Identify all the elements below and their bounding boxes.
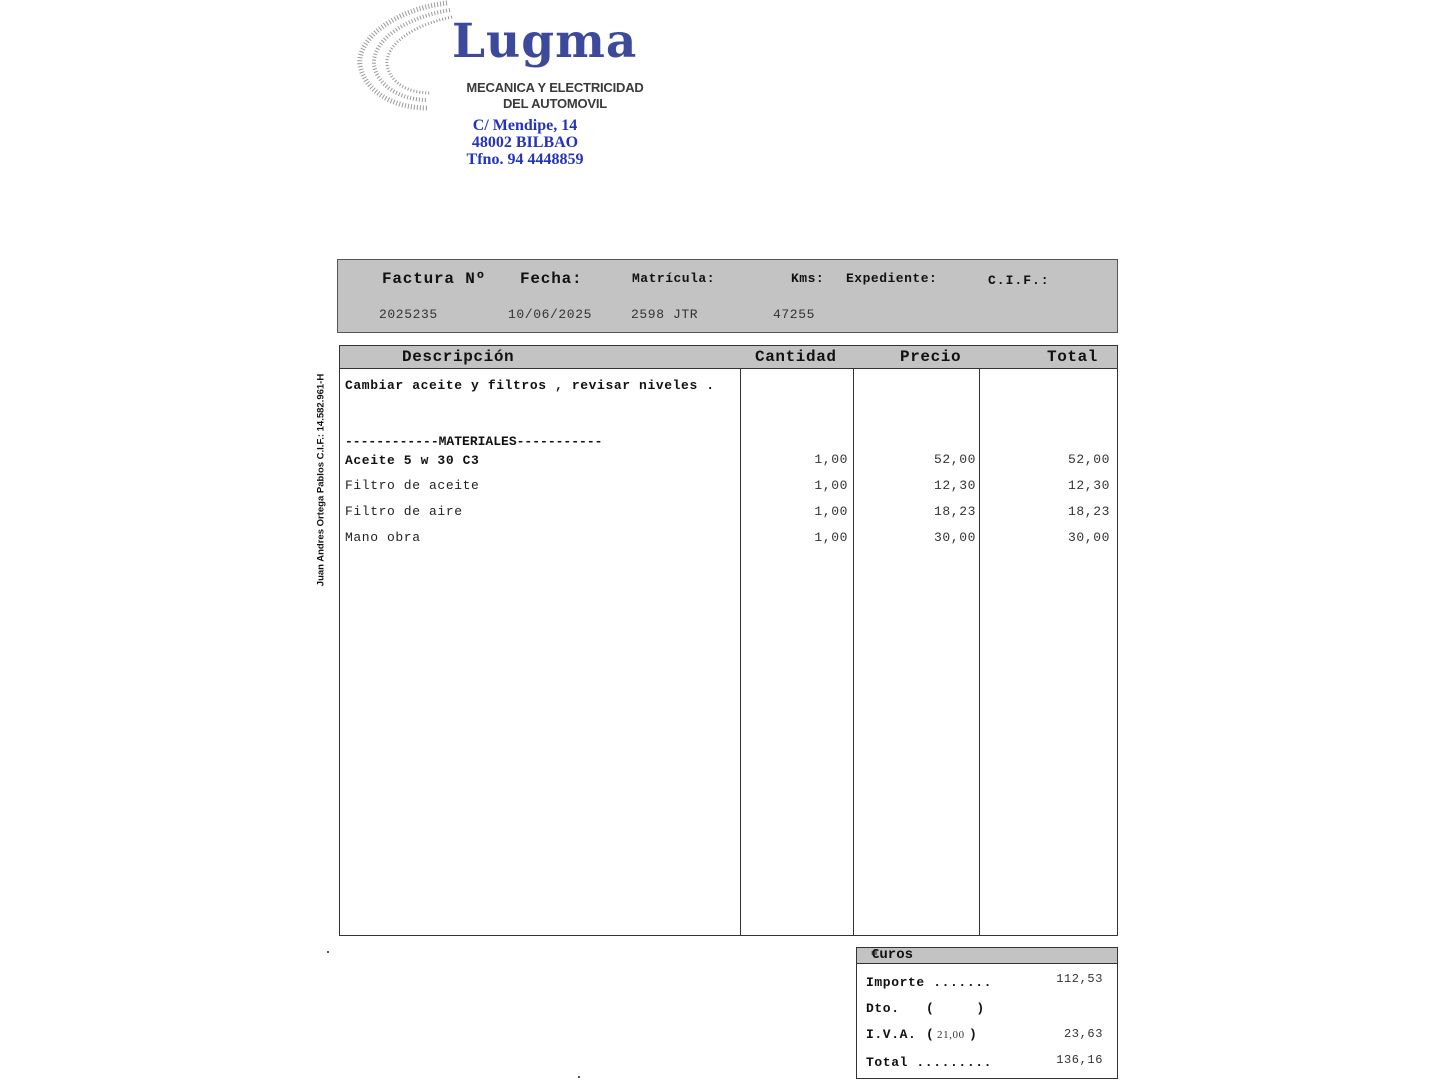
item-total: 30,00: [1067, 530, 1110, 545]
scan-dot: [327, 951, 329, 953]
vat-value: 23,63: [1063, 1027, 1103, 1041]
column-divider: [853, 369, 854, 935]
item-quantity: 1,00: [814, 478, 848, 493]
item-total: 18,23: [1067, 504, 1110, 519]
item-description: Filtro de aire: [345, 504, 463, 519]
invoice-number-value: 2025235: [379, 307, 438, 322]
logo-arc-graphic: [352, 0, 462, 115]
subtitle-line-2: DEL AUTOMOVIL: [502, 96, 608, 111]
vat-label: I.V.A.: [866, 1027, 917, 1042]
column-header-total: Total: [1047, 348, 1099, 366]
vat-open-paren: (: [926, 1027, 935, 1042]
company-subtitle: [455, 80, 655, 112]
currency-label: €uros: [871, 947, 914, 963]
total-value: 136,16: [1056, 1053, 1103, 1067]
item-price: 30,00: [933, 530, 976, 545]
item-total: 12,30: [1067, 478, 1110, 493]
item-total: 52,00: [1067, 452, 1110, 467]
company-address: [450, 117, 600, 168]
column-header-description: Descripción: [402, 348, 515, 366]
item-description: Filtro de aceite: [345, 478, 480, 493]
vat-close-paren: ): [969, 1027, 978, 1042]
company-logo-name: Lugma: [452, 14, 638, 69]
date-value: 10/06/2025: [508, 307, 593, 322]
total-label: Total .........: [866, 1055, 993, 1070]
address-phone: Tfno. 94 4448859: [466, 151, 584, 168]
item-price: 52,00: [933, 452, 976, 467]
vat-rate: 21,00: [937, 1029, 965, 1041]
plate-label: Matrícula:: [632, 271, 716, 286]
subtitle-line-1: MECANICA Y ELECTRICIDAD: [466, 80, 644, 95]
item-description: Aceite 5 w 30 C3: [345, 453, 480, 468]
column-header-quantity: Cantidad: [755, 348, 837, 366]
date-label: Fecha:: [520, 270, 583, 288]
item-description: Mano obra: [345, 530, 421, 545]
materials-section-label: ------------MATERIALES-----------: [345, 434, 603, 449]
item-price: 18,23: [933, 504, 976, 519]
discount-parentheses: ( ): [926, 1001, 985, 1016]
column-divider: [979, 369, 980, 935]
kms-label: Kms:: [791, 271, 825, 286]
scan-dot: [578, 1076, 580, 1078]
kms-value: 47255: [773, 307, 816, 322]
item-quantity: 1,00: [814, 504, 848, 519]
file-label: Expediente:: [846, 271, 938, 286]
cif-label: C.I.F.:: [988, 273, 1050, 288]
vertical-owner-cif-text: Juan Andres Ortega Pablos C.I.F.: 14.582.961-H: [315, 373, 327, 587]
plate-value: 2598 JTR: [631, 307, 699, 322]
item-price: 12,30: [933, 478, 976, 493]
work-description: Cambiar aceite y filtros , revisar niveles .: [345, 378, 715, 393]
address-street: C/ Mendipe, 14: [472, 117, 578, 134]
item-quantity: 1,00: [814, 530, 848, 545]
import-value: 112,53: [1056, 972, 1103, 986]
import-label: Importe .......: [866, 975, 993, 990]
discount-label: Dto.: [866, 1001, 900, 1016]
column-divider: [740, 369, 741, 935]
invoice-number-label: Factura Nº: [382, 270, 487, 288]
column-header-price: Precio: [900, 348, 962, 366]
item-quantity: 1,00: [814, 452, 848, 467]
address-city: 48002 BILBAO: [471, 134, 579, 151]
